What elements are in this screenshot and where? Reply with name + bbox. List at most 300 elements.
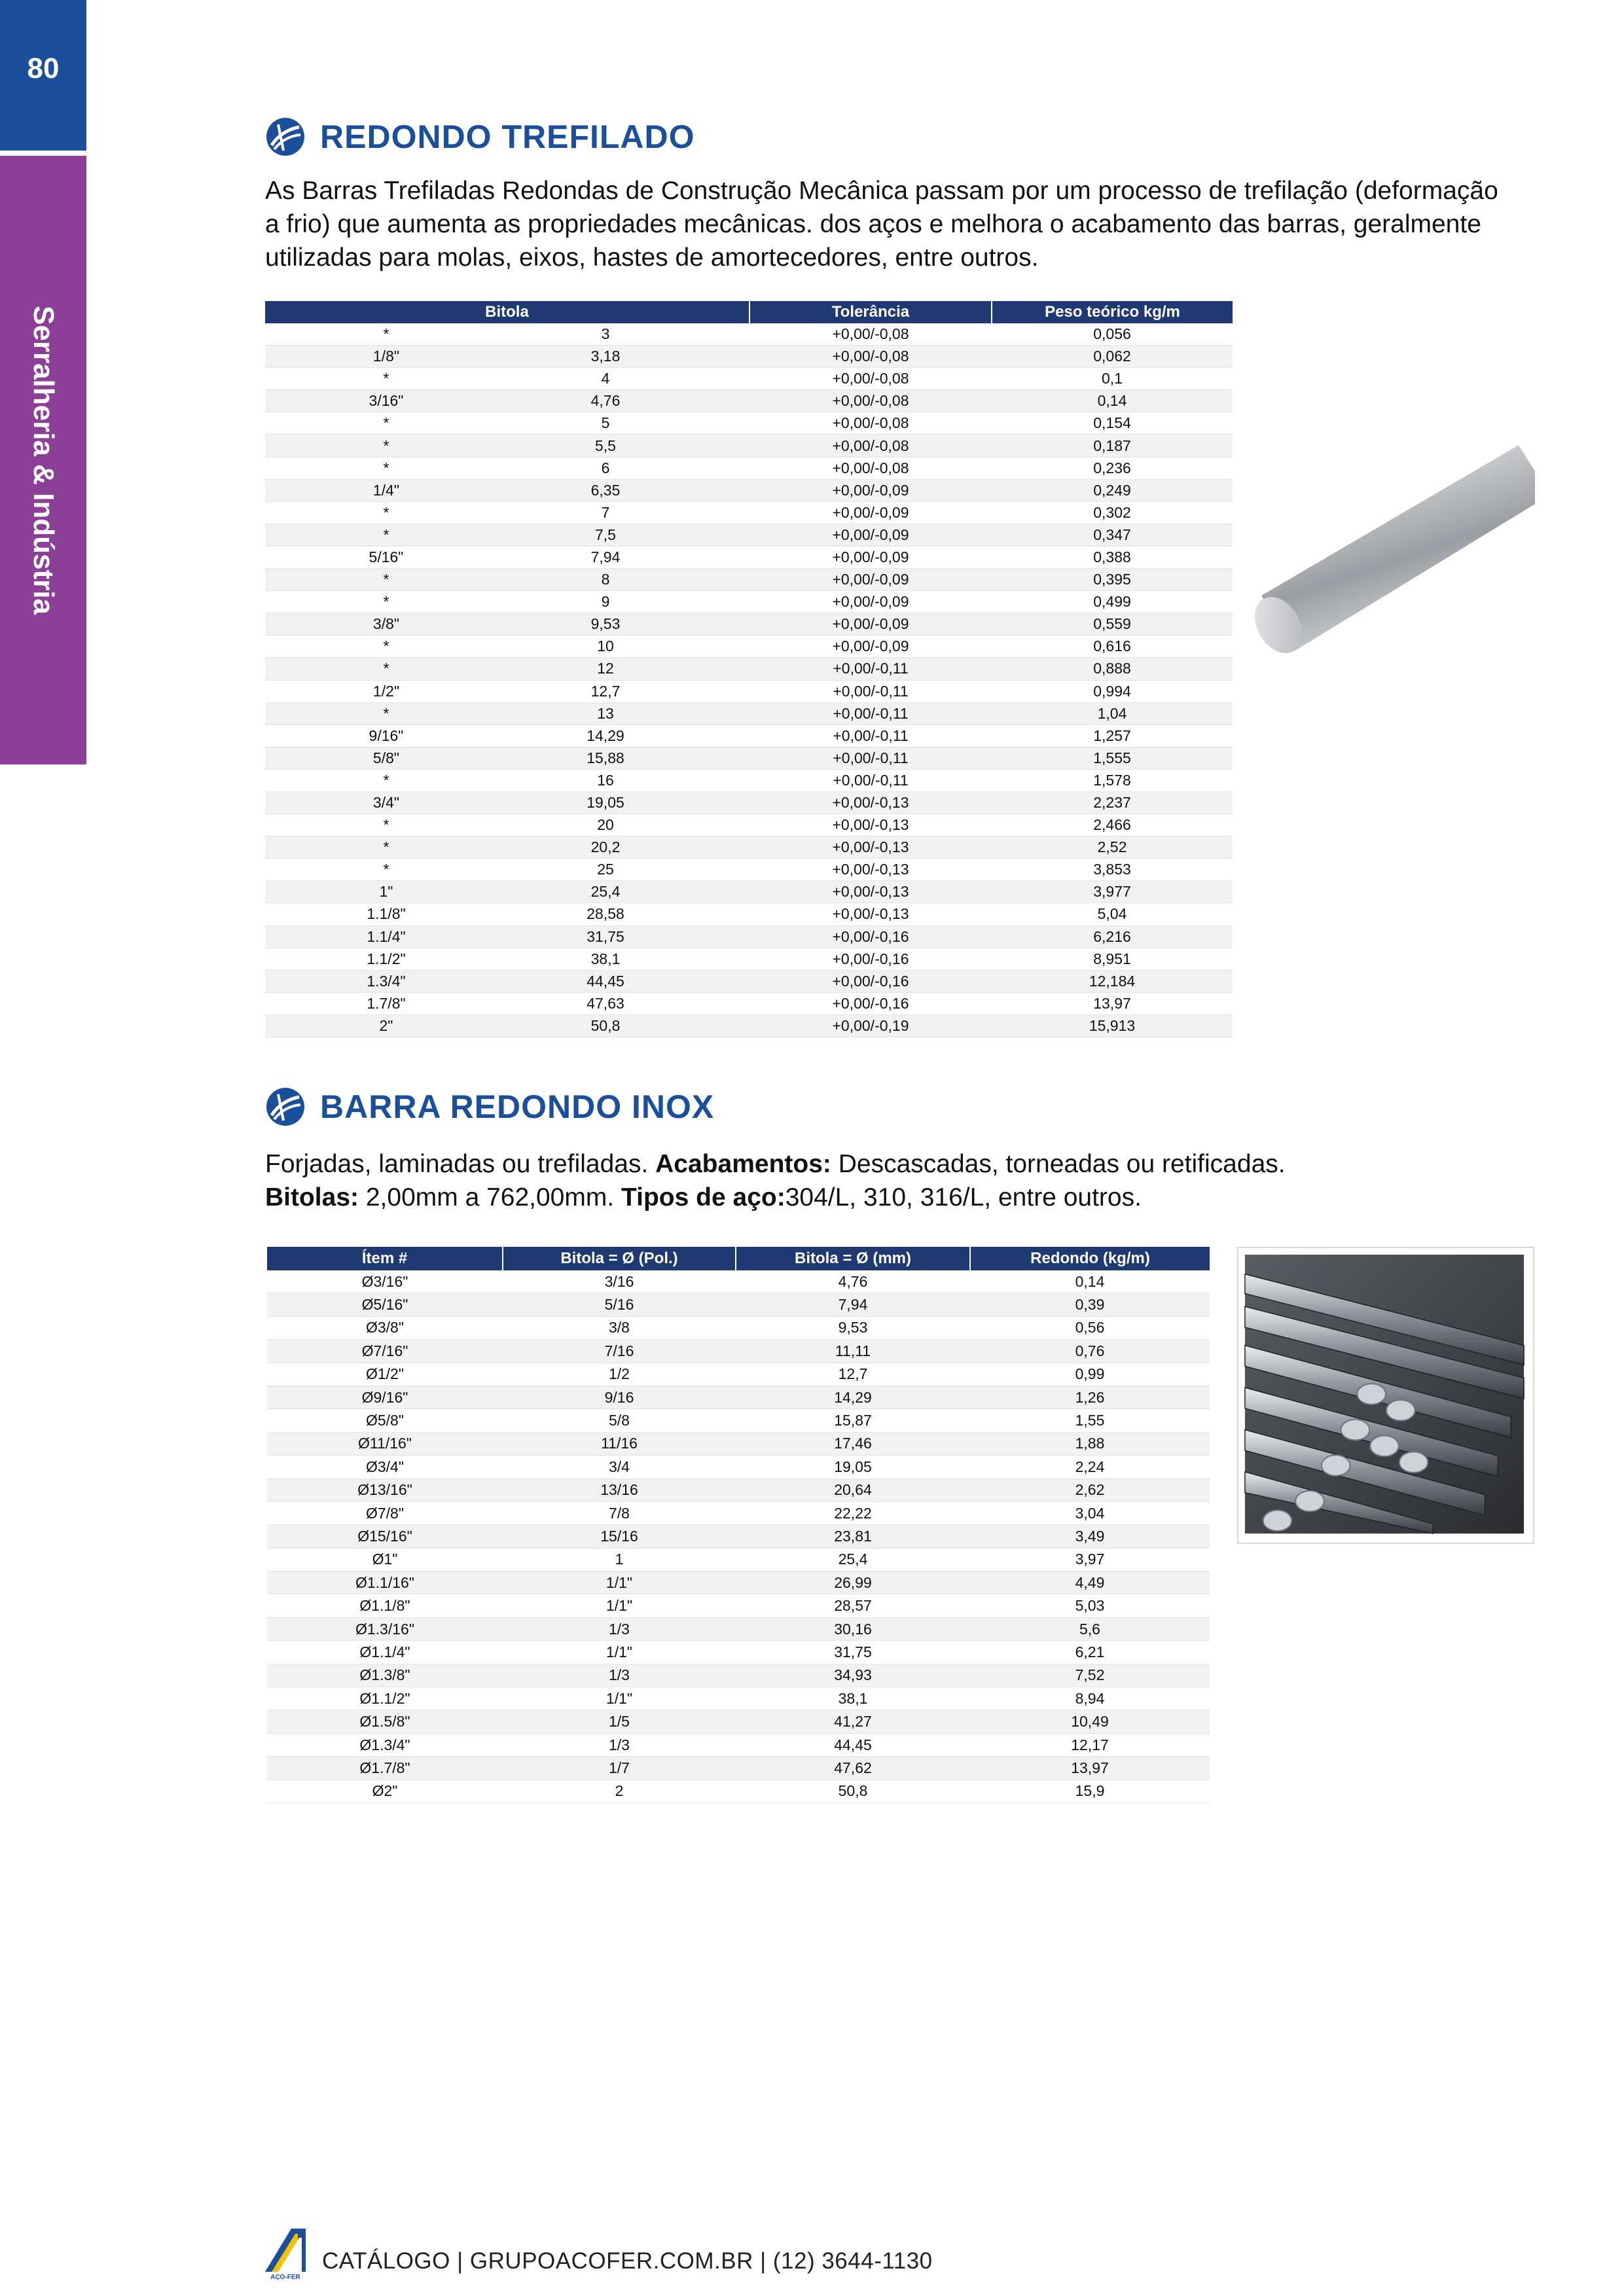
table-row [265,501,1233,524]
cell-bitola-pol: 3/8 [503,1316,736,1339]
cell-tolerancia: +0,00/-0,13 [749,836,992,859]
cell-tolerancia: +0,00/-0,09 [749,569,992,591]
table-row [265,948,1233,970]
bitola-mm: 3 [601,325,610,343]
bitola-inch: 1.3/4" [367,972,406,990]
cell-peso: 1,257 [992,725,1233,747]
table-row [265,390,1233,412]
cell-redondo: 3,49 [970,1525,1210,1548]
cell-bitola [265,412,749,435]
table-row [267,1363,1210,1386]
header-peso: Peso teórico kg/m [992,301,1233,323]
cell-item: Ø2" [267,1780,503,1803]
cell-bitola [265,613,749,636]
bitola-inch: 1.7/8" [367,994,406,1012]
bitola-inch: 9/16" [369,726,404,744]
bitola-mm: 5 [601,414,610,432]
bitola-inch: 1.1/8" [367,905,406,923]
cell-bitola [265,636,749,658]
table-row [267,1293,1210,1316]
cell-bitola [265,658,749,680]
table-row [267,1270,1210,1293]
cell-redondo: 0,14 [970,1270,1210,1293]
cell-item: Ø3/8" [267,1316,503,1339]
bitola-inch: * [383,459,389,476]
cell-bitola-mm: 31,75 [736,1641,970,1664]
cell-peso: 0,616 [992,636,1233,658]
table-header-row [267,1247,1210,1270]
finish-intro: Forjadas, laminadas ou trefiladas. [265,1150,656,1178]
cell-bitola [265,881,749,903]
bitola-mm: 28,58 [586,905,624,923]
table-row [267,1757,1210,1780]
cell-bitola-mm: 30,16 [736,1617,970,1640]
cell-redondo: 8,94 [970,1687,1210,1710]
cell-bitola [265,791,749,814]
cell-bitola-mm: 26,99 [736,1571,970,1594]
bitola-inch: 1/8" [372,348,400,365]
footer-logo-text: AÇO-FER [270,2274,300,2281]
cell-bitola-mm: 9,53 [736,1316,970,1339]
bitola-inch: * [383,414,389,432]
bitola-inch: 1.1/2" [367,950,406,967]
table-row [265,769,1233,791]
cell-bitola [265,836,749,859]
cell-redondo: 2,62 [970,1479,1210,1501]
cell-bitola-pol: 1/1" [503,1687,736,1710]
cell-redondo: 1,55 [970,1409,1210,1432]
bitola-inch: * [383,816,389,834]
bitola-mm: 20 [597,816,614,834]
bitola-mm: 38,1 [590,950,621,967]
cell-tolerancia: +0,00/-0,08 [749,323,992,346]
cell-bitola-mm: 50,8 [736,1780,970,1803]
table-row [265,970,1233,992]
cell-peso: 0,499 [992,591,1233,613]
cell-bitola [265,435,749,457]
bitola-mm: 15,88 [586,749,624,766]
cell-tolerancia: +0,00/-0,13 [749,881,992,903]
cell-bitola-pol: 1/3 [503,1617,736,1640]
bitola-inch: * [383,325,389,343]
cell-redondo: 12,17 [970,1733,1210,1756]
table-row [265,925,1233,948]
table-row [265,658,1233,680]
cell-peso: 0,302 [992,501,1233,524]
table-row [265,323,1233,346]
cell-peso: 1,555 [992,747,1233,769]
cell-bitola [265,457,749,479]
cell-peso: 0,994 [992,680,1233,702]
cell-bitola [265,1014,749,1037]
table-row [265,368,1233,390]
cell-tolerancia: +0,00/-0,08 [749,435,992,457]
cell-bitola [265,903,749,925]
table-row [265,1014,1233,1037]
cell-item: Ø1.1/2" [267,1687,503,1710]
cell-tolerancia: +0,00/-0,09 [749,524,992,546]
bitola-inch: 1.1/4" [367,927,406,945]
bitola-mm: 44,45 [586,972,624,990]
cell-item: Ø1/2" [267,1363,503,1386]
cell-bitola-mm: 15,87 [736,1409,970,1432]
acofer-logo-icon [265,117,306,157]
bitola-mm: 20,2 [590,838,621,856]
section1-description: As Barras Trefiladas Redondas de Construção Mecânica passam por um processo de trefilação (deformação a frio) que aumenta as propriedades mecânicas. dos aços e melhora o acabamento das barras, geralmente utilizadas para molas, eixos, hastes de amortecedores, entre outros. [265,177,1498,272]
cell-redondo: 2,24 [970,1456,1210,1479]
cell-bitola [265,323,749,346]
gauges-values: 2,00mm a 762,00mm. [359,1183,622,1211]
cell-bitola-mm: 47,62 [736,1757,970,1780]
table-row [265,747,1233,769]
cell-peso: 6,216 [992,925,1233,948]
cell-redondo: 7,52 [970,1664,1210,1687]
cell-bitola-mm: 34,93 [736,1664,970,1687]
page-number: 80 [27,52,60,84]
bitola-mm: 19,05 [586,794,624,812]
cell-item: Ø3/16" [267,1270,503,1293]
cell-bitola-pol: 1/3 [503,1733,736,1756]
cell-peso: 0,14 [992,390,1233,412]
table-row [267,1664,1210,1687]
cell-tolerancia: +0,00/-0,08 [749,346,992,368]
cell-bitola-mm: 23,81 [736,1525,970,1548]
cell-item: Ø1.1/8" [267,1594,503,1617]
page-number-tab [0,0,86,151]
cell-peso: 0,236 [992,457,1233,479]
table-row [265,457,1233,479]
cell-peso: 1,578 [992,769,1233,791]
cell-item: Ø13/16" [267,1479,503,1501]
bitola-mm: 4,76 [590,392,621,410]
cell-bitola [265,368,749,390]
acofer-logo-icon [265,2229,306,2272]
cell-tolerancia: +0,00/-0,16 [749,925,992,948]
bitola-mm: 7 [601,503,610,521]
cell-item: Ø11/16" [267,1432,503,1455]
cell-tolerancia: +0,00/-0,08 [749,412,992,435]
cell-redondo: 5,6 [970,1617,1210,1640]
cell-item: Ø5/8" [267,1409,503,1432]
cell-redondo: 5,03 [970,1594,1210,1617]
section2-header [265,1086,714,1127]
cell-peso: 2,237 [992,791,1233,814]
table-row [267,1710,1210,1733]
bitola-inch: * [383,704,389,722]
cell-bitola [265,591,749,613]
cell-redondo: 3,04 [970,1501,1210,1524]
table-row [267,1733,1210,1756]
bitola-inch: * [383,370,389,387]
cell-bitola-pol: 9/16 [503,1386,736,1408]
table-row [265,680,1233,702]
table-row [267,1501,1210,1524]
cell-tolerancia: +0,00/-0,09 [749,636,992,658]
cell-bitola-pol: 7/8 [503,1501,736,1524]
table-row [267,1571,1210,1594]
cell-peso: 0,559 [992,613,1233,636]
section-label: Serralheria & Indústria [27,306,60,615]
cell-redondo: 0,56 [970,1316,1210,1339]
finish-values: Descascadas, torneadas ou retificadas. [831,1150,1286,1178]
cell-tolerancia: +0,00/-0,11 [749,769,992,791]
cell-peso: 3,853 [992,859,1233,881]
cell-tolerancia: +0,00/-0,09 [749,501,992,524]
cell-tolerancia: +0,00/-0,13 [749,903,992,925]
section-tab [0,156,86,764]
cell-peso: 0,347 [992,524,1233,546]
bitola-inch: * [383,437,389,454]
cell-bitola [265,725,749,747]
bitola-inch: 1/4" [372,481,400,499]
trefilado-table [265,301,1233,1037]
table-row [267,1432,1210,1455]
cell-bitola [265,859,749,881]
table-row [265,859,1233,881]
cell-bitola [265,390,749,412]
cell-bitola-pol: 1/3 [503,1664,736,1687]
bitola-inch: * [383,861,389,878]
bitola-mm: 16 [597,771,614,789]
cell-tolerancia: +0,00/-0,09 [749,479,992,501]
table-row [265,346,1233,368]
cell-bitola-pol: 15/16 [503,1525,736,1548]
steel-types-label: Tipos de aço: [621,1183,785,1211]
bitola-inch: * [383,593,389,611]
cell-tolerancia: +0,00/-0,09 [749,613,992,636]
table-row [265,435,1233,457]
cell-bitola [265,546,749,568]
bitola-inch: * [383,571,389,588]
cell-tolerancia: +0,00/-0,11 [749,680,992,702]
cell-item: Ø3/4" [267,1456,503,1479]
bitola-mm: 50,8 [590,1016,621,1034]
cell-peso: 0,056 [992,323,1233,346]
cell-bitola [265,925,749,948]
cell-bitola [265,948,749,970]
cell-bitola-mm: 11,11 [736,1340,970,1363]
header-redondo: Redondo (kg/m) [970,1247,1210,1270]
header-bitola-mm: Bitola = Ø (mm) [736,1247,970,1270]
cell-redondo: 3,97 [970,1548,1210,1571]
cell-bitola-mm: 19,05 [736,1456,970,1479]
cell-peso: 1,04 [992,702,1233,725]
cell-peso: 8,951 [992,948,1233,970]
cell-bitola-pol: 2 [503,1780,736,1803]
cell-bitola-mm: 41,27 [736,1710,970,1733]
table-row [265,725,1233,747]
table-row [267,1409,1210,1432]
cell-bitola-mm: 22,22 [736,1501,970,1524]
cell-peso: 0,249 [992,479,1233,501]
table-row [265,992,1233,1014]
table-row [267,1641,1210,1664]
cell-redondo: 6,21 [970,1641,1210,1664]
section2-title: BARRA REDONDO INOX [320,1088,715,1125]
cell-bitola-pol: 1/2 [503,1363,736,1386]
cell-item: Ø1" [267,1548,503,1571]
cell-tolerancia: +0,00/-0,16 [749,948,992,970]
cell-bitola [265,747,749,769]
table-row [267,1340,1210,1363]
bitola-inch: 5/8" [372,749,400,766]
bitola-mm: 47,63 [586,994,624,1012]
cell-item: Ø9/16" [267,1386,503,1408]
bitola-inch: 3/8" [372,615,400,633]
bitola-inch: 1/2" [372,682,400,700]
cell-item: Ø15/16" [267,1525,503,1548]
bitola-inch: 3/4" [372,794,400,812]
bitola-mm: 25,4 [590,883,621,901]
cell-bitola-mm: 4,76 [736,1270,970,1293]
round-bar-image [1247,432,1535,674]
cell-item: Ø1.3/4" [267,1733,503,1756]
table-row [265,569,1233,591]
table-row [267,1386,1210,1408]
bitola-mm: 6,35 [590,481,621,499]
cell-bitola-mm: 17,46 [736,1432,970,1455]
table-row [267,1687,1210,1710]
acofer-footer-logo [265,2229,306,2281]
bitola-mm: 25 [597,861,614,878]
cell-redondo: 1,88 [970,1432,1210,1455]
bitola-mm: 12 [597,660,614,677]
cell-item: Ø7/16" [267,1340,503,1363]
cell-tolerancia: +0,00/-0,11 [749,747,992,769]
bitola-mm: 7,94 [590,548,621,565]
bitola-inch: * [383,771,389,789]
cell-bitola [265,501,749,524]
bitola-inch: * [383,526,389,543]
cell-bitola-pol: 1/1" [503,1571,736,1594]
cell-tolerancia: +0,00/-0,13 [749,814,992,836]
cell-redondo: 4,49 [970,1571,1210,1594]
bitola-mm: 31,75 [586,927,624,945]
cell-tolerancia: +0,00/-0,11 [749,725,992,747]
table-row [265,591,1233,613]
cell-tolerancia: +0,00/-0,08 [749,457,992,479]
table-row [267,1479,1210,1501]
cell-bitola-pol: 11/16 [503,1432,736,1455]
cell-item: Ø5/16" [267,1293,503,1316]
cell-bitola-mm: 38,1 [736,1687,970,1710]
cell-tolerancia: +0,00/-0,16 [749,992,992,1014]
cell-peso: 3,977 [992,881,1233,903]
cell-bitola [265,992,749,1014]
cell-peso: 15,913 [992,1014,1233,1037]
table-row [265,613,1233,636]
bitola-mm: 12,7 [590,682,621,700]
table-row [267,1617,1210,1640]
stainless-bars-photo [1238,1248,1530,1540]
steel-types-values: 304/L, 310, 316/L, entre outros. [785,1183,1142,1211]
bitola-mm: 8 [601,571,610,588]
cell-item: Ø1.7/8" [267,1757,503,1780]
cell-redondo: 10,49 [970,1710,1210,1733]
cell-redondo: 0,99 [970,1363,1210,1386]
cell-tolerancia: +0,00/-0,09 [749,546,992,568]
cell-item: Ø1.3/16" [267,1617,503,1640]
bitola-inch: * [383,637,389,655]
cell-bitola-mm: 14,29 [736,1386,970,1408]
table-row [267,1780,1210,1803]
cell-bitola [265,970,749,992]
acofer-logo-icon [265,1086,306,1127]
bitola-mm: 9 [601,593,610,611]
cell-tolerancia: +0,00/-0,08 [749,368,992,390]
cell-bitola-mm: 44,45 [736,1733,970,1756]
cell-bitola-pol: 1/5 [503,1710,736,1733]
cell-peso: 0,1 [992,368,1233,390]
cell-redondo: 0,39 [970,1293,1210,1316]
cell-bitola [265,702,749,725]
footer-text: CATÁLOGO | GRUPOACOFER.COM.BR | (12) 3644-1130 [322,2248,933,2274]
table-row [265,546,1233,568]
inox-table [267,1247,1210,1803]
table-row [265,479,1233,501]
cell-redondo: 13,97 [970,1757,1210,1780]
table-header-row [265,301,1233,323]
cell-bitola-pol: 5/8 [503,1409,736,1432]
cell-redondo: 1,26 [970,1386,1210,1408]
bitola-mm: 13 [597,704,614,722]
table-row [265,524,1233,546]
header-bitola: Bitola [265,301,749,323]
header-tolerancia: Tolerância [749,301,992,323]
cell-tolerancia: +0,00/-0,08 [749,390,992,412]
cell-bitola [265,479,749,501]
bitola-inch: 5/16" [369,548,404,565]
cell-bitola-pol: 1/7 [503,1757,736,1780]
cell-bitola-pol: 7/16 [503,1340,736,1363]
bitola-mm: 10 [597,637,614,655]
cell-bitola-mm: 20,64 [736,1479,970,1501]
cell-peso: 0,395 [992,569,1233,591]
bitola-mm: 5,5 [595,437,616,454]
bitola-inch: 3/16" [369,392,404,410]
table-row [265,412,1233,435]
cell-bitola-mm: 25,4 [736,1548,970,1571]
cell-peso: 0,062 [992,346,1233,368]
cell-peso: 5,04 [992,903,1233,925]
cell-bitola-pol: 13/16 [503,1479,736,1501]
cell-peso: 12,184 [992,970,1233,992]
cell-item: Ø1.1/16" [267,1571,503,1594]
inox-bars-image [1237,1247,1534,1544]
cell-bitola [265,346,749,368]
table-row [265,814,1233,836]
bitola-inch: * [383,503,389,521]
table-row [265,881,1233,903]
cell-peso: 0,888 [992,658,1233,680]
bitola-mm: 14,29 [586,726,624,744]
cell-bitola [265,524,749,546]
cell-tolerancia: +0,00/-0,11 [749,658,992,680]
bitola-mm: 9,53 [590,615,621,633]
table-row [267,1548,1210,1571]
finish-label: Acabamentos: [655,1150,831,1178]
cell-bitola-pol: 1 [503,1548,736,1571]
bitola-inch: * [383,838,389,856]
section1-header [265,117,695,157]
cell-bitola [265,569,749,591]
cell-peso: 2,466 [992,814,1233,836]
cell-item: Ø1.1/4" [267,1641,503,1664]
bitola-inch: 2" [379,1016,393,1034]
table-row [265,791,1233,814]
header-bitola-pol: Bitola = Ø (Pol.) [503,1247,736,1270]
cell-bitola-pol: 5/16 [503,1293,736,1316]
